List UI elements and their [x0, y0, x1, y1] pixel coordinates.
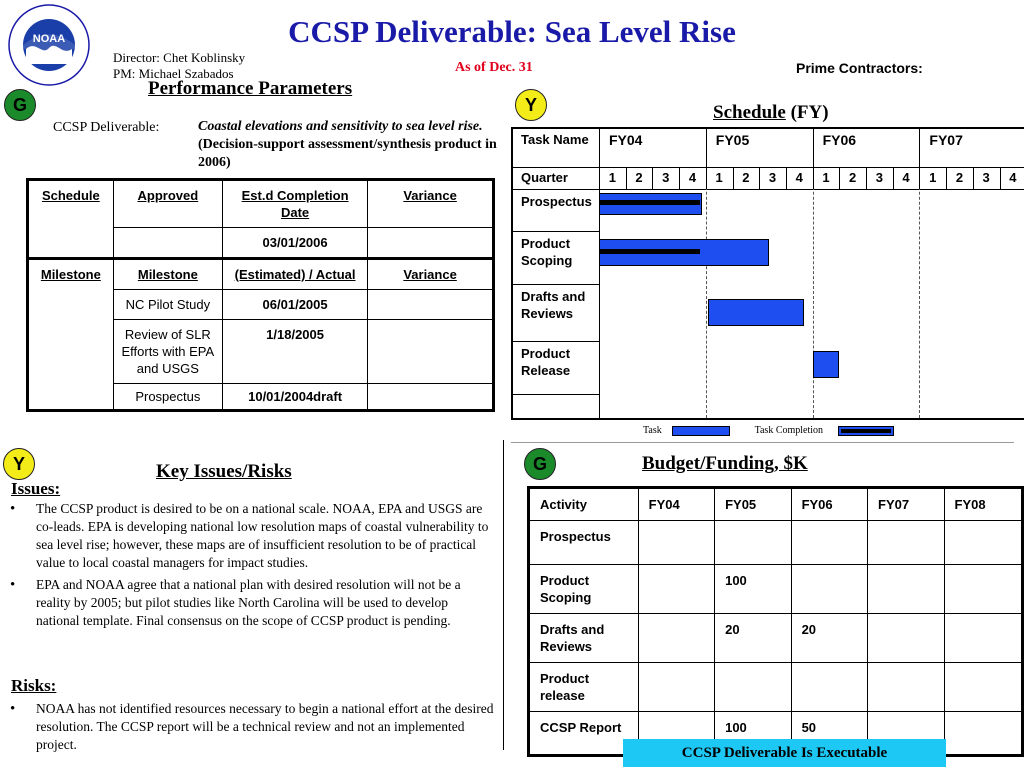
budget-cell	[868, 614, 944, 663]
budget-activity: Product release	[529, 663, 639, 712]
gantt-divider	[706, 129, 707, 167]
gantt-divider	[652, 167, 653, 189]
list-item: • NOAA has not identified resources necessary to begin a national effort at the desired resolution. The CCSP report will be a technical review and not an implemented project.	[8, 700, 494, 754]
gantt-divider	[919, 167, 920, 189]
task-completion-bar	[599, 200, 700, 205]
estimated-actual-header: (Estimated) / Actual	[223, 259, 368, 290]
budget-cell	[944, 663, 1023, 712]
milestone-variance	[368, 384, 494, 411]
quarter-number: 4	[688, 170, 697, 185]
executable-banner: CCSP Deliverable Is Executable	[623, 739, 946, 767]
budget-cell	[944, 712, 1023, 756]
gantt-divider	[513, 167, 1024, 168]
quarter-number: 2	[849, 170, 857, 185]
budget-cell: 100	[715, 565, 791, 614]
task-completion-bar	[599, 249, 700, 254]
fiscal-year-label: FY04	[609, 132, 643, 148]
pm-name: PM: Michael Szabados	[113, 66, 234, 81]
gantt-divider	[513, 341, 599, 342]
task-bar	[813, 351, 839, 378]
budget-cell: 100	[715, 712, 791, 756]
milestone-variance	[368, 320, 494, 384]
risks-label: Risks:	[11, 676, 57, 695]
budget-cell	[868, 663, 944, 712]
quarter-number: 2	[955, 170, 964, 185]
gantt-divider	[599, 129, 600, 418]
quarter-number: 3	[768, 170, 777, 185]
gantt-divider	[1000, 167, 1001, 189]
budget-activity: Product Scoping	[529, 565, 639, 614]
key-issues-heading: Key Issues/Risks	[156, 461, 292, 482]
gantt-year-guide	[813, 167, 814, 418]
legend-completion-label: Task Completion	[754, 425, 824, 436]
budget-cell	[638, 565, 714, 614]
quarter-number: 4	[902, 170, 910, 185]
budget-activity: CCSP Report	[529, 712, 639, 756]
quarter-label: Quarter	[521, 170, 568, 185]
milestone-date: 10/01/2004draft	[223, 384, 368, 411]
schedule-heading-suffix: (FY)	[785, 102, 829, 123]
table-row	[529, 663, 1023, 712]
legend-task-swatch	[672, 426, 730, 436]
section-divider	[511, 442, 1014, 443]
budget-header-cell: FY08	[944, 488, 1023, 521]
gantt-year-guide	[919, 167, 920, 418]
fiscal-year-label: FY06	[822, 132, 857, 148]
quarter-number: 1	[822, 170, 830, 185]
budget-cell: 20	[715, 614, 791, 663]
gantt-divider	[513, 394, 599, 395]
budget-cell	[791, 663, 867, 712]
budget-cell	[868, 521, 944, 565]
budget-table	[527, 486, 1024, 757]
budget-cell	[638, 521, 714, 565]
gantt-divider	[839, 167, 840, 189]
quarter-number: 1	[608, 170, 616, 185]
performance-heading: Performance Parameters	[148, 78, 353, 99]
column-divider	[503, 440, 504, 750]
deliverable-description	[198, 118, 498, 172]
performance-table	[26, 178, 495, 412]
schedule-heading	[713, 102, 829, 124]
table-row	[529, 614, 1023, 663]
budget-status-badge: G	[524, 448, 556, 480]
budget-cell	[638, 663, 714, 712]
issues-status-badge: Y	[3, 448, 35, 480]
task-name: Prospectus	[521, 194, 592, 209]
quarter-number: 2	[635, 170, 643, 185]
gantt-divider	[626, 167, 627, 189]
gantt-divider	[813, 167, 814, 189]
budget-activity: Drafts and Reviews	[529, 614, 639, 663]
gantt-divider	[733, 167, 734, 189]
quarter-number: 4	[1009, 170, 1017, 185]
milestone-name: NC Pilot Study	[113, 290, 222, 320]
task-name: Drafts and Reviews	[521, 289, 586, 321]
quarter-number: 3	[875, 170, 883, 185]
variance-header: Variance	[368, 180, 494, 228]
task-name-header: Task Name	[521, 132, 589, 147]
gantt-year-guide	[706, 167, 707, 418]
milestone-date: 06/01/2005	[223, 290, 368, 320]
est-completion-header: Est.d Completion Date	[223, 180, 368, 228]
prime-contractors-label: Prime Contractors:	[796, 60, 923, 76]
issues-list	[8, 500, 494, 634]
budget-header-cell: FY05	[715, 488, 791, 521]
milestone-name: Prospectus	[113, 384, 222, 411]
budget-cell	[791, 565, 867, 614]
budget-header-cell: FY07	[868, 488, 944, 521]
budget-cell	[715, 521, 791, 565]
budget-cell	[715, 663, 791, 712]
budget-heading: Budget/Funding, $K	[642, 453, 808, 474]
gantt-chart	[511, 127, 1024, 420]
quarter-number: 3	[662, 170, 670, 185]
gantt-divider	[946, 167, 947, 189]
as-of-date: As of Dec. 31	[455, 60, 533, 75]
budget-activity: Prospectus	[529, 521, 639, 565]
performance-status-badge: G	[4, 89, 36, 121]
fiscal-year-label: FY05	[715, 132, 750, 148]
milestone-variance	[368, 290, 494, 320]
gantt-divider	[513, 231, 599, 232]
est-completion-date: 03/01/2006	[223, 228, 368, 259]
deliverable-rest: (Decision-support assessment/synthesis product in 2006)	[198, 137, 497, 170]
budget-cell	[944, 565, 1023, 614]
approved-header: Approved	[113, 180, 222, 228]
gantt-divider	[513, 189, 1024, 190]
gantt-divider	[679, 167, 680, 189]
deliverable-label: CCSP Deliverable:	[53, 120, 160, 135]
gantt-divider	[973, 167, 974, 189]
fiscal-year-label: FY07	[929, 132, 963, 148]
gantt-divider	[813, 129, 814, 167]
task-name: Product Scoping	[521, 236, 573, 268]
gantt-divider	[759, 167, 760, 189]
milestone-section-label: Milestone	[28, 259, 114, 411]
milestone-header: Milestone	[113, 259, 222, 290]
milestone-variance-header: Variance	[368, 259, 494, 290]
director-name: Director: Chet Koblinsky	[113, 50, 246, 65]
issues-label: Issues:	[11, 479, 61, 498]
budget-header-cell: Activity	[529, 488, 639, 521]
quarter-number: 3	[982, 170, 990, 185]
legend-completion-swatch	[838, 426, 894, 436]
quarter-number: 4	[795, 170, 803, 185]
schedule-header: Schedule	[28, 180, 114, 259]
budget-header-row	[529, 488, 1023, 521]
list-item: • EPA and NOAA agree that a national plan with desired resolution will not be a reality by 2005; but pilot studies like North Carolina will be used to develop national template. Final consensus on the scope of CCSP product is pending.	[8, 576, 494, 630]
budget-cell	[944, 614, 1023, 663]
budget-cell: 20	[791, 614, 867, 663]
budget-header-cell: FY06	[791, 488, 867, 521]
milestone-name: Review of SLR Efforts with EPA and USGS	[113, 320, 222, 384]
quarter-number: 1	[929, 170, 937, 185]
quarter-number: 1	[715, 170, 723, 185]
legend-task-label: Task	[643, 425, 662, 436]
svg-text:NOAA: NOAA	[32, 33, 66, 45]
gantt-divider	[893, 167, 894, 189]
quarter-number: 2	[742, 170, 750, 185]
budget-cell	[944, 521, 1023, 565]
budget-cell	[638, 614, 714, 663]
page-title: CCSP Deliverable: Sea Level Rise	[288, 14, 736, 49]
milestone-date: 1/18/2005	[223, 320, 368, 384]
gantt-legend	[643, 425, 894, 436]
task-name: Product Release	[521, 346, 571, 378]
variance-cell	[368, 228, 494, 259]
risks-list	[8, 700, 494, 758]
budget-cell: 50	[791, 712, 867, 756]
budget-cell	[791, 521, 867, 565]
gantt-divider	[786, 167, 787, 189]
budget-header-cell: FY04	[638, 488, 714, 521]
gantt-divider	[866, 167, 867, 189]
deliverable-italic: Coastal elevations and sensitivity to sea level rise.	[198, 119, 483, 134]
budget-cell	[868, 565, 944, 614]
gantt-divider	[513, 284, 599, 285]
list-item: • The CCSP product is desired to be on a national scale. NOAA, EPA and USGS are co-leads. EPA is developing national low resolution maps of coastal vulnerability to sea level rise; however, these maps are of insufficient resolution to be of practical value to local coastal managers for impact studies.	[8, 500, 494, 572]
gantt-divider	[919, 129, 920, 167]
approved-cell	[113, 228, 222, 259]
schedule-status-badge: Y	[515, 89, 547, 121]
gantt-divider	[706, 167, 707, 189]
table-row	[529, 565, 1023, 614]
task-bar	[708, 299, 803, 326]
schedule-heading-main: Schedule	[713, 102, 786, 123]
table-row	[529, 521, 1023, 565]
